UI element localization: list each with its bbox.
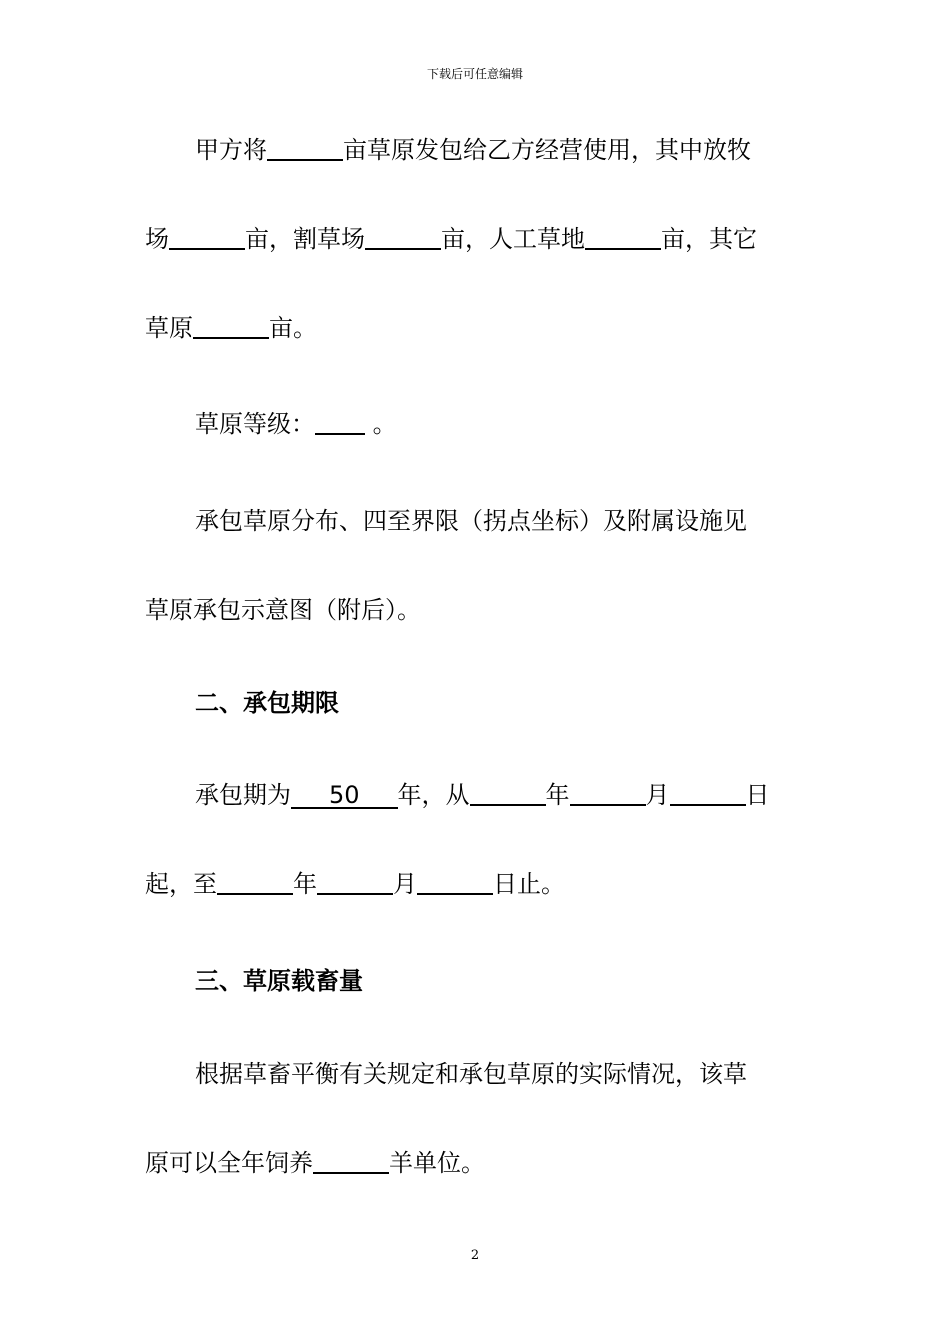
distribution-line-2: 草原承包示意图（附后）。	[145, 596, 421, 624]
text-segment: 亩，人工草地	[441, 225, 585, 253]
allocation-line-3	[145, 312, 317, 344]
end-day-blank[interactable]	[417, 871, 493, 895]
text-segment: 承包期为	[195, 781, 291, 809]
text-segment: 原可以全年饲养	[145, 1149, 313, 1177]
term-line-1	[195, 779, 770, 811]
distribution-line-1: 承包草原分布、四至界限（拐点坐标）及附属设施见	[195, 507, 747, 535]
text-segment: 亩草原发包给乙方经营使用，其中放牧	[343, 136, 751, 164]
end-month-blank[interactable]	[317, 871, 393, 895]
section-heading-term: 二、承包期限	[195, 689, 339, 717]
text-segment: 场	[145, 225, 169, 253]
text-segment: 月	[645, 781, 670, 809]
artificial-grass-area-blank[interactable]	[585, 226, 661, 250]
grassland-grade-line	[195, 408, 397, 440]
text-segment: 年	[293, 870, 317, 898]
text-segment: 年，从	[397, 781, 470, 809]
grade-blank[interactable]	[315, 411, 365, 435]
allocation-line-2	[145, 223, 757, 255]
page-number: 2	[470, 1248, 480, 1263]
text-segment: 甲方将	[195, 136, 267, 164]
total-area-blank[interactable]	[267, 137, 343, 161]
text-segment: 年	[545, 781, 570, 809]
text-segment: 羊单位。	[389, 1149, 485, 1177]
text-segment: 草原	[145, 314, 193, 342]
text-segment: 起，至	[145, 870, 217, 898]
text-segment: 亩，其它	[661, 225, 757, 253]
text-segment: 亩。	[269, 314, 317, 342]
term-years-field[interactable]: 50	[291, 783, 398, 809]
section-heading-capacity: 三、草原载畜量	[195, 967, 363, 995]
end-year-blank[interactable]	[217, 871, 293, 895]
term-line-2	[145, 868, 565, 900]
allocation-line-1	[195, 134, 751, 166]
text-segment: 月	[393, 870, 417, 898]
sheep-units-blank[interactable]	[313, 1150, 389, 1174]
text-segment: 。	[365, 410, 397, 438]
text-segment: 日止。	[493, 870, 565, 898]
other-grassland-area-blank[interactable]	[193, 315, 269, 339]
start-day-blank[interactable]	[670, 782, 746, 806]
start-year-blank[interactable]	[470, 782, 546, 806]
capacity-line-1: 根据草畜平衡有关规定和承包草原的实际情况，该草	[195, 1060, 747, 1088]
text-segment: 亩，割草场	[245, 225, 365, 253]
mowing-area-blank[interactable]	[365, 226, 441, 250]
grade-label: 草原等级：	[195, 410, 315, 438]
capacity-line-2	[145, 1147, 485, 1179]
page-header: 下载后可任意编辑	[426, 67, 523, 81]
start-month-blank[interactable]	[570, 782, 646, 806]
text-segment: 日	[745, 781, 770, 809]
grazing-area-blank[interactable]	[169, 226, 245, 250]
